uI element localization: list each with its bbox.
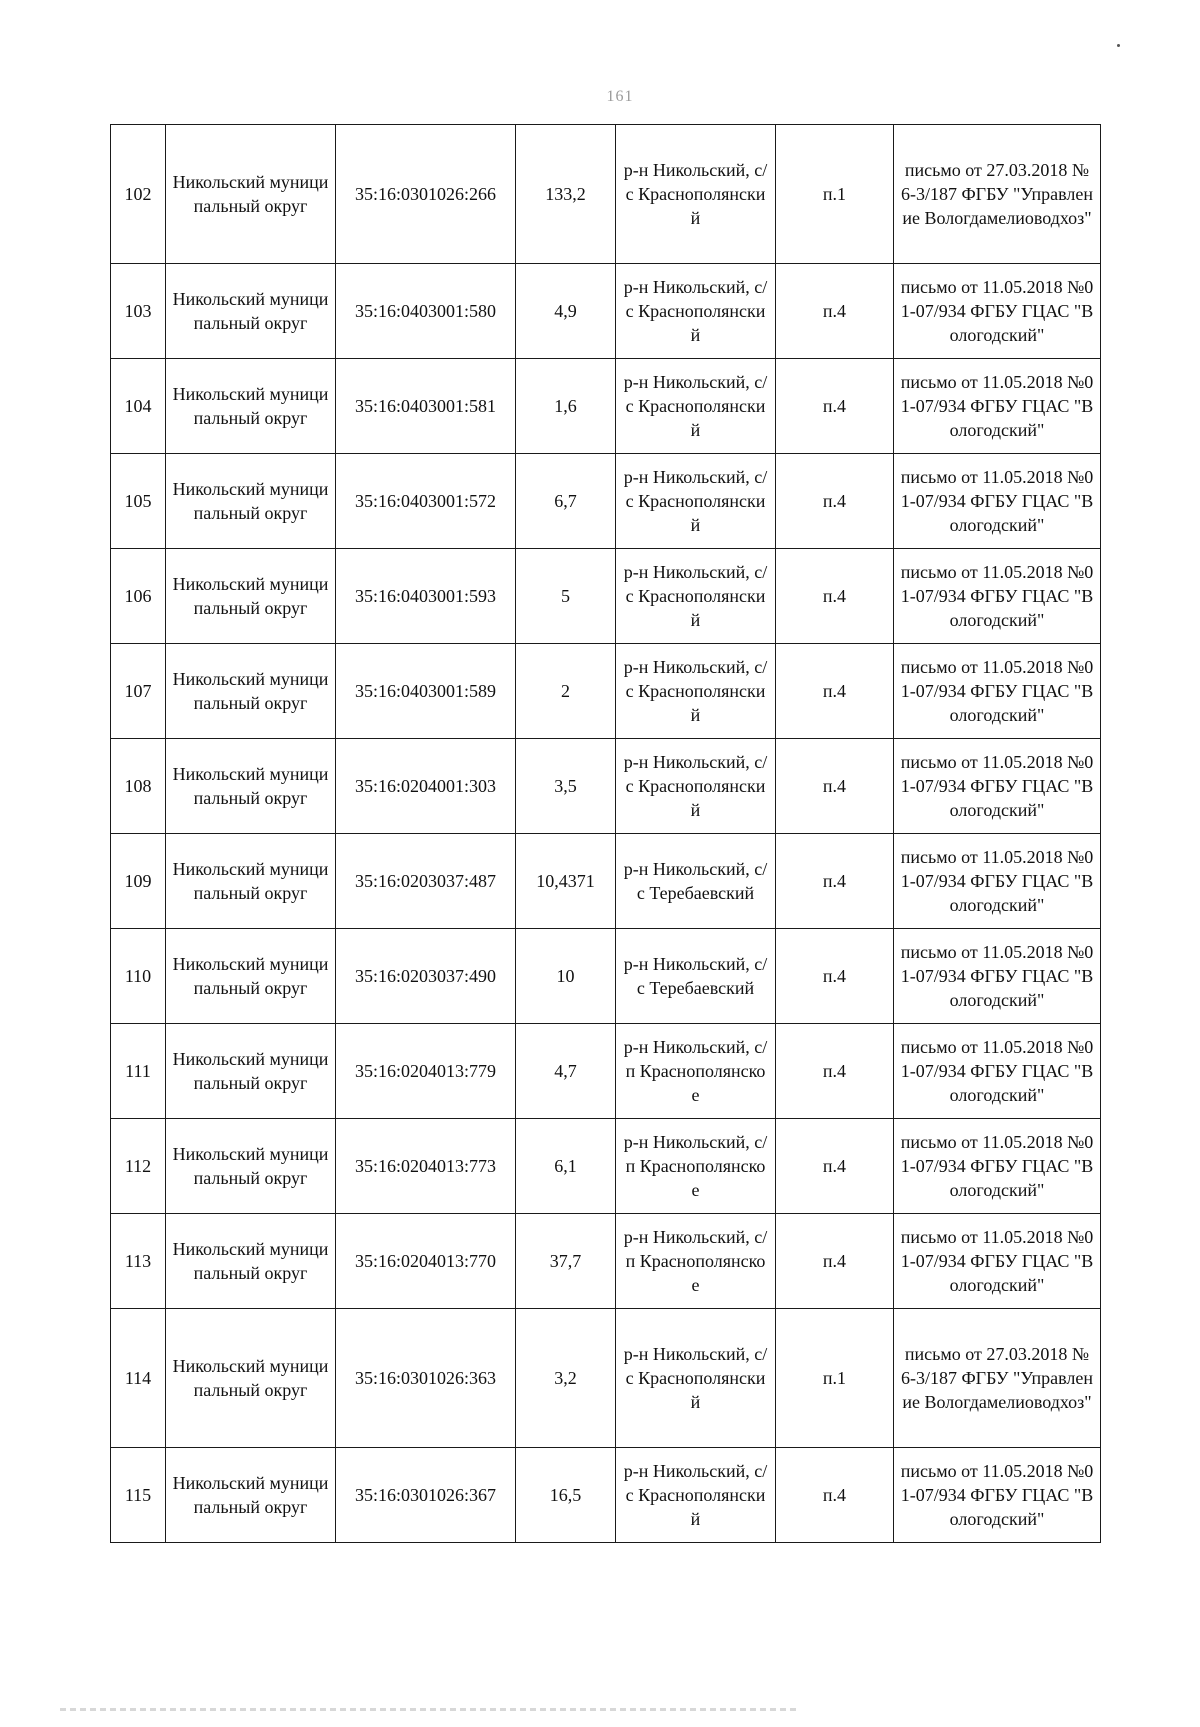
registry-table-body (111, 125, 1101, 1543)
cadastral-number-cell: 35:16:0403001:589 (336, 644, 516, 739)
area-cell: 10,4371 (516, 834, 616, 929)
location-cell: р-н Никольский, с/п Краснополянское (616, 1214, 776, 1309)
basis-document-cell: письмо от 11.05.2018 №01-07/934 ФГБУ ГЦАС "Вологодский" (894, 1448, 1101, 1543)
area-cell: 3,5 (516, 739, 616, 834)
district-cell: Никольский муниципальный округ (166, 1119, 336, 1214)
row-number-cell: 105 (111, 454, 166, 549)
cadastral-number-cell: 35:16:0204013:779 (336, 1024, 516, 1119)
cadastral-number-cell: 35:16:0203037:490 (336, 929, 516, 1024)
basis-document-cell: письмо от 11.05.2018 №01-07/934 ФГБУ ГЦАС "Вологодский" (894, 834, 1101, 929)
clause-cell: п.4 (776, 834, 894, 929)
area-cell: 4,9 (516, 264, 616, 359)
area-cell: 2 (516, 644, 616, 739)
cadastral-number-cell: 35:16:0204013:773 (336, 1119, 516, 1214)
area-cell: 133,2 (516, 125, 616, 264)
basis-document-cell: письмо от 11.05.2018 №01-07/934 ФГБУ ГЦАС "Вологодский" (894, 549, 1101, 644)
scan-artifact-line (60, 1708, 800, 1711)
basis-document-cell: письмо от 11.05.2018 №01-07/934 ФГБУ ГЦАС "Вологодский" (894, 1119, 1101, 1214)
table-row (111, 264, 1101, 359)
table-row (111, 1448, 1101, 1543)
area-cell: 37,7 (516, 1214, 616, 1309)
district-cell: Никольский муниципальный округ (166, 1024, 336, 1119)
row-number-cell: 104 (111, 359, 166, 454)
cadastral-number-cell: 35:16:0403001:572 (336, 454, 516, 549)
basis-document-cell: письмо от 11.05.2018 №01-07/934 ФГБУ ГЦАС "Вологодский" (894, 644, 1101, 739)
district-cell: Никольский муниципальный округ (166, 264, 336, 359)
district-cell: Никольский муниципальный округ (166, 739, 336, 834)
basis-document-cell: письмо от 11.05.2018 №01-07/934 ФГБУ ГЦАС "Вологодский" (894, 264, 1101, 359)
area-cell: 10 (516, 929, 616, 1024)
clause-cell: п.4 (776, 264, 894, 359)
location-cell: р-н Никольский, с/п Краснополянское (616, 1119, 776, 1214)
cadastral-number-cell: 35:16:0203037:487 (336, 834, 516, 929)
row-number-cell: 115 (111, 1448, 166, 1543)
table-row (111, 1119, 1101, 1214)
row-number-cell: 113 (111, 1214, 166, 1309)
area-cell: 6,7 (516, 454, 616, 549)
table-row (111, 1309, 1101, 1448)
cadastral-number-cell: 35:16:0301026:266 (336, 125, 516, 264)
district-cell: Никольский муниципальный округ (166, 549, 336, 644)
basis-document-cell: письмо от 11.05.2018 №01-07/934 ФГБУ ГЦАС "Вологодский" (894, 359, 1101, 454)
district-cell: Никольский муниципальный округ (166, 359, 336, 454)
area-cell: 5 (516, 549, 616, 644)
district-cell: Никольский муниципальный округ (166, 1448, 336, 1543)
cadastral-number-cell: 35:16:0204013:770 (336, 1214, 516, 1309)
basis-document-cell: письмо от 11.05.2018 №01-07/934 ФГБУ ГЦАС "Вологодский" (894, 929, 1101, 1024)
basis-document-cell: письмо от 11.05.2018 №01-07/934 ФГБУ ГЦАС "Вологодский" (894, 454, 1101, 549)
location-cell: р-н Никольский, с/с Краснополянский (616, 1448, 776, 1543)
district-cell: Никольский муниципальный округ (166, 929, 336, 1024)
table-row (111, 644, 1101, 739)
basis-document-cell: письмо от 11.05.2018 №01-07/934 ФГБУ ГЦАС "Вологодский" (894, 739, 1101, 834)
row-number-cell: 109 (111, 834, 166, 929)
clause-cell: п.4 (776, 929, 894, 1024)
area-cell: 6,1 (516, 1119, 616, 1214)
row-number-cell: 103 (111, 264, 166, 359)
table-row (111, 125, 1101, 264)
location-cell: р-н Никольский, с/с Краснополянский (616, 739, 776, 834)
district-cell: Никольский муниципальный округ (166, 1214, 336, 1309)
table-row (111, 929, 1101, 1024)
table-row (111, 1214, 1101, 1309)
row-number-cell: 106 (111, 549, 166, 644)
location-cell: р-н Никольский, с/с Краснополянский (616, 125, 776, 264)
area-cell: 1,6 (516, 359, 616, 454)
basis-document-cell: письмо от 27.03.2018 № 6-3/187 ФГБУ "Управление Вологдамелиоводхоз" (894, 1309, 1101, 1448)
cadastral-number-cell: 35:16:0204001:303 (336, 739, 516, 834)
row-number-cell: 111 (111, 1024, 166, 1119)
registry-table-container (110, 124, 1100, 1543)
district-cell: Никольский муниципальный округ (166, 125, 336, 264)
location-cell: р-н Никольский, с/с Краснополянский (616, 359, 776, 454)
clause-cell: п.4 (776, 644, 894, 739)
area-cell: 3,2 (516, 1309, 616, 1448)
district-cell: Никольский муниципальный округ (166, 644, 336, 739)
location-cell: р-н Никольский, с/с Краснополянский (616, 454, 776, 549)
location-cell: р-н Никольский, с/с Теребаевский (616, 929, 776, 1024)
clause-cell: п.4 (776, 359, 894, 454)
location-cell: р-н Никольский, с/с Краснополянский (616, 549, 776, 644)
cadastral-number-cell: 35:16:0403001:580 (336, 264, 516, 359)
clause-cell: п.4 (776, 454, 894, 549)
row-number-cell: 114 (111, 1309, 166, 1448)
table-row (111, 359, 1101, 454)
location-cell: р-н Никольский, с/с Краснополянский (616, 1309, 776, 1448)
table-row (111, 1024, 1101, 1119)
clause-cell: п.4 (776, 1024, 894, 1119)
clause-cell: п.1 (776, 1309, 894, 1448)
basis-document-cell: письмо от 27.03.2018 № 6-3/187 ФГБУ "Управление Вологдамелиоводхоз" (894, 125, 1101, 264)
basis-document-cell: письмо от 11.05.2018 №01-07/934 ФГБУ ГЦАС "Вологодский" (894, 1024, 1101, 1119)
table-row (111, 549, 1101, 644)
location-cell: р-н Никольский, с/п Краснополянское (616, 1024, 776, 1119)
district-cell: Никольский муниципальный округ (166, 1309, 336, 1448)
page-number: 161 (606, 88, 634, 105)
cadastral-number-cell: 35:16:0301026:363 (336, 1309, 516, 1448)
basis-document-cell: письмо от 11.05.2018 №01-07/934 ФГБУ ГЦАС "Вологодский" (894, 1214, 1101, 1309)
registry-table (110, 124, 1101, 1543)
district-cell: Никольский муниципальный округ (166, 454, 336, 549)
table-row (111, 739, 1101, 834)
clause-cell: п.4 (776, 1448, 894, 1543)
clause-cell: п.4 (776, 739, 894, 834)
cadastral-number-cell: 35:16:0403001:581 (336, 359, 516, 454)
clause-cell: п.4 (776, 1214, 894, 1309)
clause-cell: п.4 (776, 1119, 894, 1214)
clause-cell: п.4 (776, 549, 894, 644)
table-row (111, 834, 1101, 929)
scan-speck (1117, 44, 1120, 47)
area-cell: 4,7 (516, 1024, 616, 1119)
cadastral-number-cell: 35:16:0301026:367 (336, 1448, 516, 1543)
row-number-cell: 112 (111, 1119, 166, 1214)
row-number-cell: 108 (111, 739, 166, 834)
row-number-cell: 107 (111, 644, 166, 739)
clause-cell: п.1 (776, 125, 894, 264)
location-cell: р-н Никольский, с/с Краснополянский (616, 644, 776, 739)
area-cell: 16,5 (516, 1448, 616, 1543)
location-cell: р-н Никольский, с/с Теребаевский (616, 834, 776, 929)
cadastral-number-cell: 35:16:0403001:593 (336, 549, 516, 644)
district-cell: Никольский муниципальный округ (166, 834, 336, 929)
table-row (111, 454, 1101, 549)
row-number-cell: 110 (111, 929, 166, 1024)
row-number-cell: 102 (111, 125, 166, 264)
location-cell: р-н Никольский, с/с Краснополянский (616, 264, 776, 359)
